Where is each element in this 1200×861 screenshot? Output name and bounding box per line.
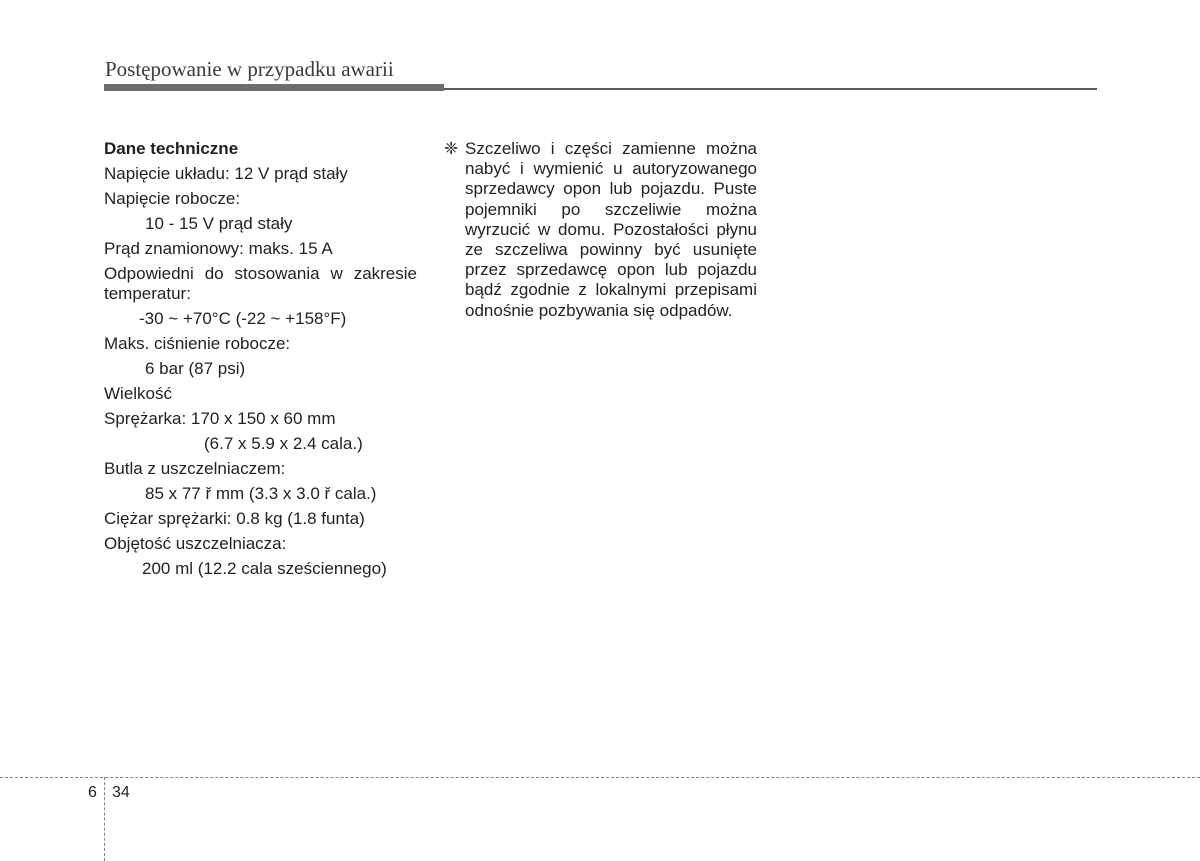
technical-data-heading: Dane techniczne xyxy=(104,139,239,158)
system-voltage: Napięcie układu: 12 V prąd stały xyxy=(104,164,348,183)
operating-voltage-label: Napięcie robocze: xyxy=(104,189,241,208)
footer-vertical-divider xyxy=(104,777,105,861)
note-text: Szczeliwo i części zamienne można nabyć i wymienić u autoryzowanego sprzedawcy opon lub pojazdu. Puste pojemniki po szczeliwie można wyrzucić w domu. Pozostałości płynu ze szczeliwa powinny być usunięte przez sprzedawcę opon lub pojazdu bądź zgodnie z lokalnymi przepisami odnośnie pozbywania się odpadów. xyxy=(465,139,757,320)
sealant-volume-value: 200 ml (12.2 cala sześciennego) xyxy=(142,559,387,578)
header-rule-thick xyxy=(104,84,444,91)
header-rule-thin xyxy=(444,88,1097,90)
temperature-range-label: Odpowiedni do stosowania w zakresie temperatur: xyxy=(104,264,417,303)
note-asterisk-icon: ❈ xyxy=(444,139,459,158)
compressor-size-inch: (6.7 x 5.9 x 2.4 cala.) xyxy=(204,434,363,453)
max-pressure-value: 6 bar (87 psi) xyxy=(145,359,246,378)
bottle-size: 85 x 77 ř mm (3.3 x 3.0 ř cala.) xyxy=(145,484,377,503)
size-label: Wielkość xyxy=(104,384,173,403)
page-number: 34 xyxy=(112,784,130,801)
section-title: Postępowanie w przypadku awarii xyxy=(105,57,394,81)
chapter-number: 6 xyxy=(88,784,97,801)
rated-current: Prąd znamionowy: maks. 15 A xyxy=(104,239,333,258)
bottle-label: Butla z uszczelniaczem: xyxy=(104,459,286,478)
sealant-volume-label: Objętość uszczelniacza: xyxy=(104,534,287,553)
footer-divider xyxy=(0,777,1200,778)
compressor-weight: Ciężar sprężarki: 0.8 kg (1.8 funta) xyxy=(104,509,365,528)
technical-data-column xyxy=(104,139,417,584)
sealant-note xyxy=(444,139,757,321)
max-pressure-label: Maks. ciśnienie robocze: xyxy=(104,334,291,353)
operating-voltage-value: 10 - 15 V prąd stały xyxy=(145,214,293,233)
compressor-size: Sprężarka: 170 x 150 x 60 mm xyxy=(104,409,336,428)
temperature-range-value: -30 ~ +70°C (-22 ~ +158°F) xyxy=(139,309,347,328)
